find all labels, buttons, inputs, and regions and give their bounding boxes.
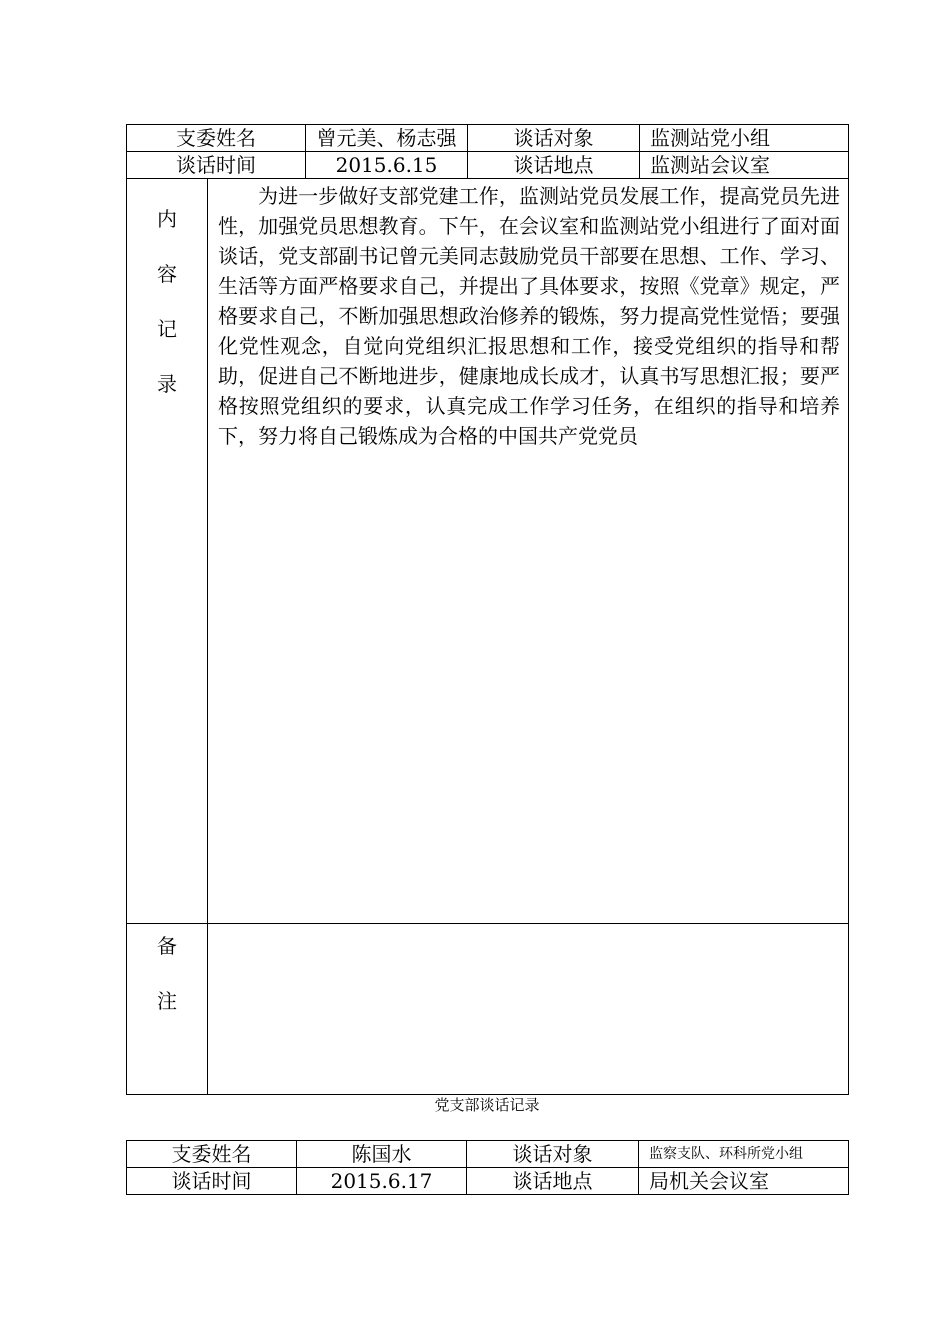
member-value: 陈国水	[297, 1141, 467, 1168]
content-label-char: 容	[157, 262, 177, 286]
label-time: 谈话时间	[127, 1168, 297, 1195]
content-label-char: 内	[157, 207, 177, 231]
content-label	[127, 179, 208, 924]
label-member: 支委姓名	[127, 125, 306, 152]
remarks-body	[208, 924, 849, 1095]
talk-record-table-2	[126, 1140, 849, 1195]
label-place: 谈话地点	[467, 1168, 639, 1195]
talk-record-table-1	[126, 124, 849, 1095]
document-caption: 党支部谈话记录	[434, 1096, 540, 1114]
label-target: 谈话对象	[467, 1141, 639, 1168]
label-place: 谈话地点	[468, 152, 640, 179]
label-time: 谈话时间	[127, 152, 306, 179]
target-value: 监测站党小组	[640, 125, 849, 152]
place-value: 监测站会议室	[640, 152, 849, 179]
remarks-label-char: 注	[157, 989, 177, 1013]
content-body	[208, 179, 849, 924]
label-target: 谈话对象	[468, 125, 640, 152]
time-value: 2015.6.17	[297, 1168, 467, 1195]
label-member: 支委姓名	[127, 1141, 297, 1168]
content-label-char: 记	[157, 317, 177, 341]
target-value: 监察支队、环科所党小组	[639, 1141, 849, 1168]
content-text: 为进一步做好支部党建工作，监测站党员发展工作，提高党员先进性，加强党员思想教育。下午，在会议室和监测站党小组进行了面对面谈话，党支部副书记曾元美同志鼓励党员干部要在思想、工作、学习、生活等方面严格要求自己，并提出了具体要求，按照《党章》规定，严格要求自己，不断加强思想政治修养的锻炼，努力提高党性觉悟；要强化党性观念，自觉向党组织汇报思想和工作，接受党组织的指导和帮助，促进自己不断地进步，健康地成长成才，认真书写思想汇报；要严格按照党组织的要求，认真完成工作学习任务，在组织的指导和培养下，努力将自己锻炼成为合格的中国共产党党员	[218, 184, 840, 448]
time-value: 2015.6.15	[306, 152, 468, 179]
place-value: 局机关会议室	[639, 1168, 849, 1195]
member-value: 曾元美、杨志强	[306, 125, 468, 152]
remarks-label-char: 备	[157, 934, 177, 958]
content-label-char: 录	[157, 372, 177, 396]
remarks-label	[127, 924, 208, 1095]
